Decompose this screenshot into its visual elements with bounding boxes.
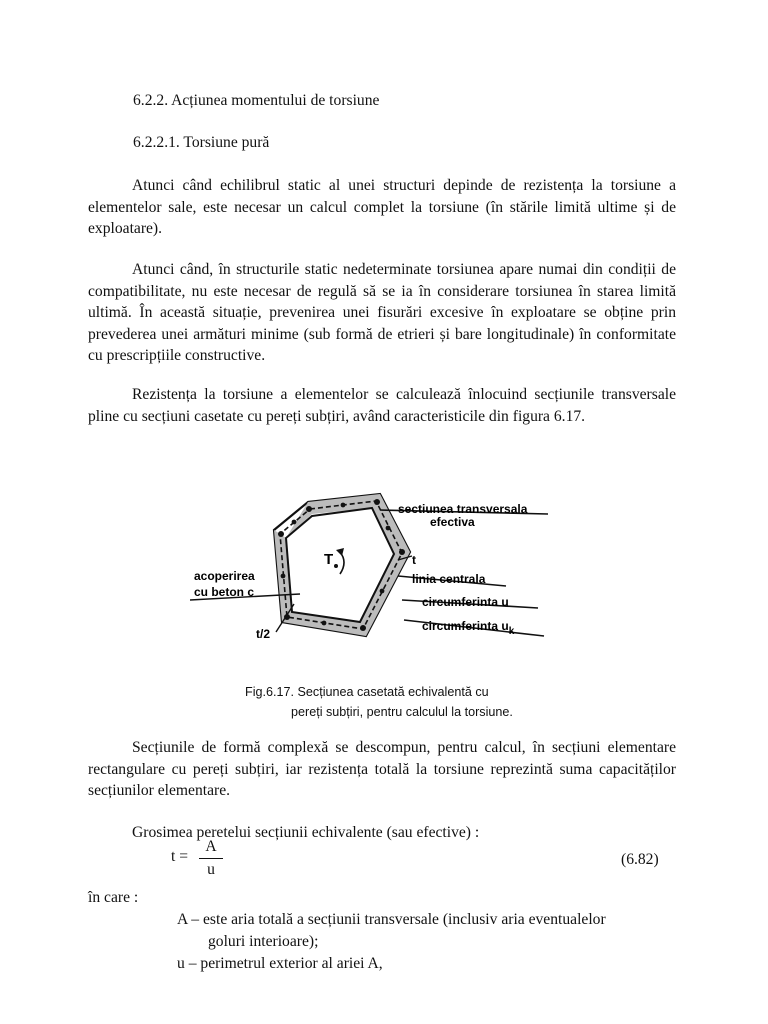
section-heading: 6.2.2. Acțiunea momentului de torsiune xyxy=(133,92,380,109)
definition-a-line-2: goluri interioare); xyxy=(208,933,319,950)
label-t: t xyxy=(412,553,416,567)
label-t-half: t/2 xyxy=(256,627,271,641)
paragraph-2: Atunci când, în structurile static nedeterminate torsiunea apare numai din condiții de compatibilitate, nu este necesar de regulă să se ia în considerare torsiunea în starea limită ultimă. În această situație, prevenirea unei fisurări excesive în exploatare se obține prin prevederea unei armături minime (sub formă de etrieri și bare longitudinale) în conformitate cu prescripțiile constructive. xyxy=(88,261,676,365)
paragraph-1: Atunci când echilibrul static al unei structuri depinde de rezistența la torsiune a elementelor sale, este necesar un calcul complet la torsiune (în stările limită ultime și de exploatare). xyxy=(88,177,676,238)
equation-number: (6.82) xyxy=(621,851,659,868)
torque-label: T xyxy=(324,551,334,568)
formula-numerator: A xyxy=(205,838,217,855)
definition-a-line-1: A – este aria totală a secțiunii transversale (inclusiv aria eventualelor xyxy=(177,911,606,928)
paragraph-5: Grosimea peretelui secțiunii echivalente (sau efective) : xyxy=(132,824,480,841)
label-center-line: linia centrala xyxy=(412,572,486,586)
subsection-heading: 6.2.2.1. Torsiune pură xyxy=(133,134,270,151)
label-section-1: sectiunea transversala xyxy=(398,502,528,516)
definitions-intro: în care : xyxy=(88,889,139,906)
definition-u: u – perimetrul exterior al ariei A, xyxy=(177,955,383,972)
formula-lhs: t = xyxy=(171,848,189,865)
fraction-bar xyxy=(199,858,223,859)
label-section-2: efectiva xyxy=(430,515,475,529)
label-cover-2: cu beton c xyxy=(194,585,255,599)
paragraph-3: Rezistența la torsiune a elementelor se calculează înlocuind secțiunile transversale pline cu secțiuni casetate cu pereți subțiri, având caracteristicile din figura 6.17. xyxy=(88,386,676,425)
paragraph-4: Secțiunile de formă complexă se descompun, pentru calcul, în secțiuni elementare rectangulare cu pereți subțiri, iar rezistența totală la torsiune reprezintă suma capacităților secțiunilor elementare. xyxy=(88,739,676,800)
figure-caption-line-2: pereți subțiri, pentru calculul la torsiune. xyxy=(291,705,513,719)
formula-fraction xyxy=(199,838,223,879)
label-cover-1: acoperirea xyxy=(194,569,255,583)
label-circ-u: circumferinta u xyxy=(422,595,509,609)
figure-caption-line-1: Fig.6.17. Secțiunea casetată echivalentă cu xyxy=(245,685,489,699)
formula-denominator: u xyxy=(207,861,215,878)
figure-6-17 xyxy=(190,488,550,668)
label-circ-uk: circumferinta $u_k$ xyxy=(422,619,515,637)
